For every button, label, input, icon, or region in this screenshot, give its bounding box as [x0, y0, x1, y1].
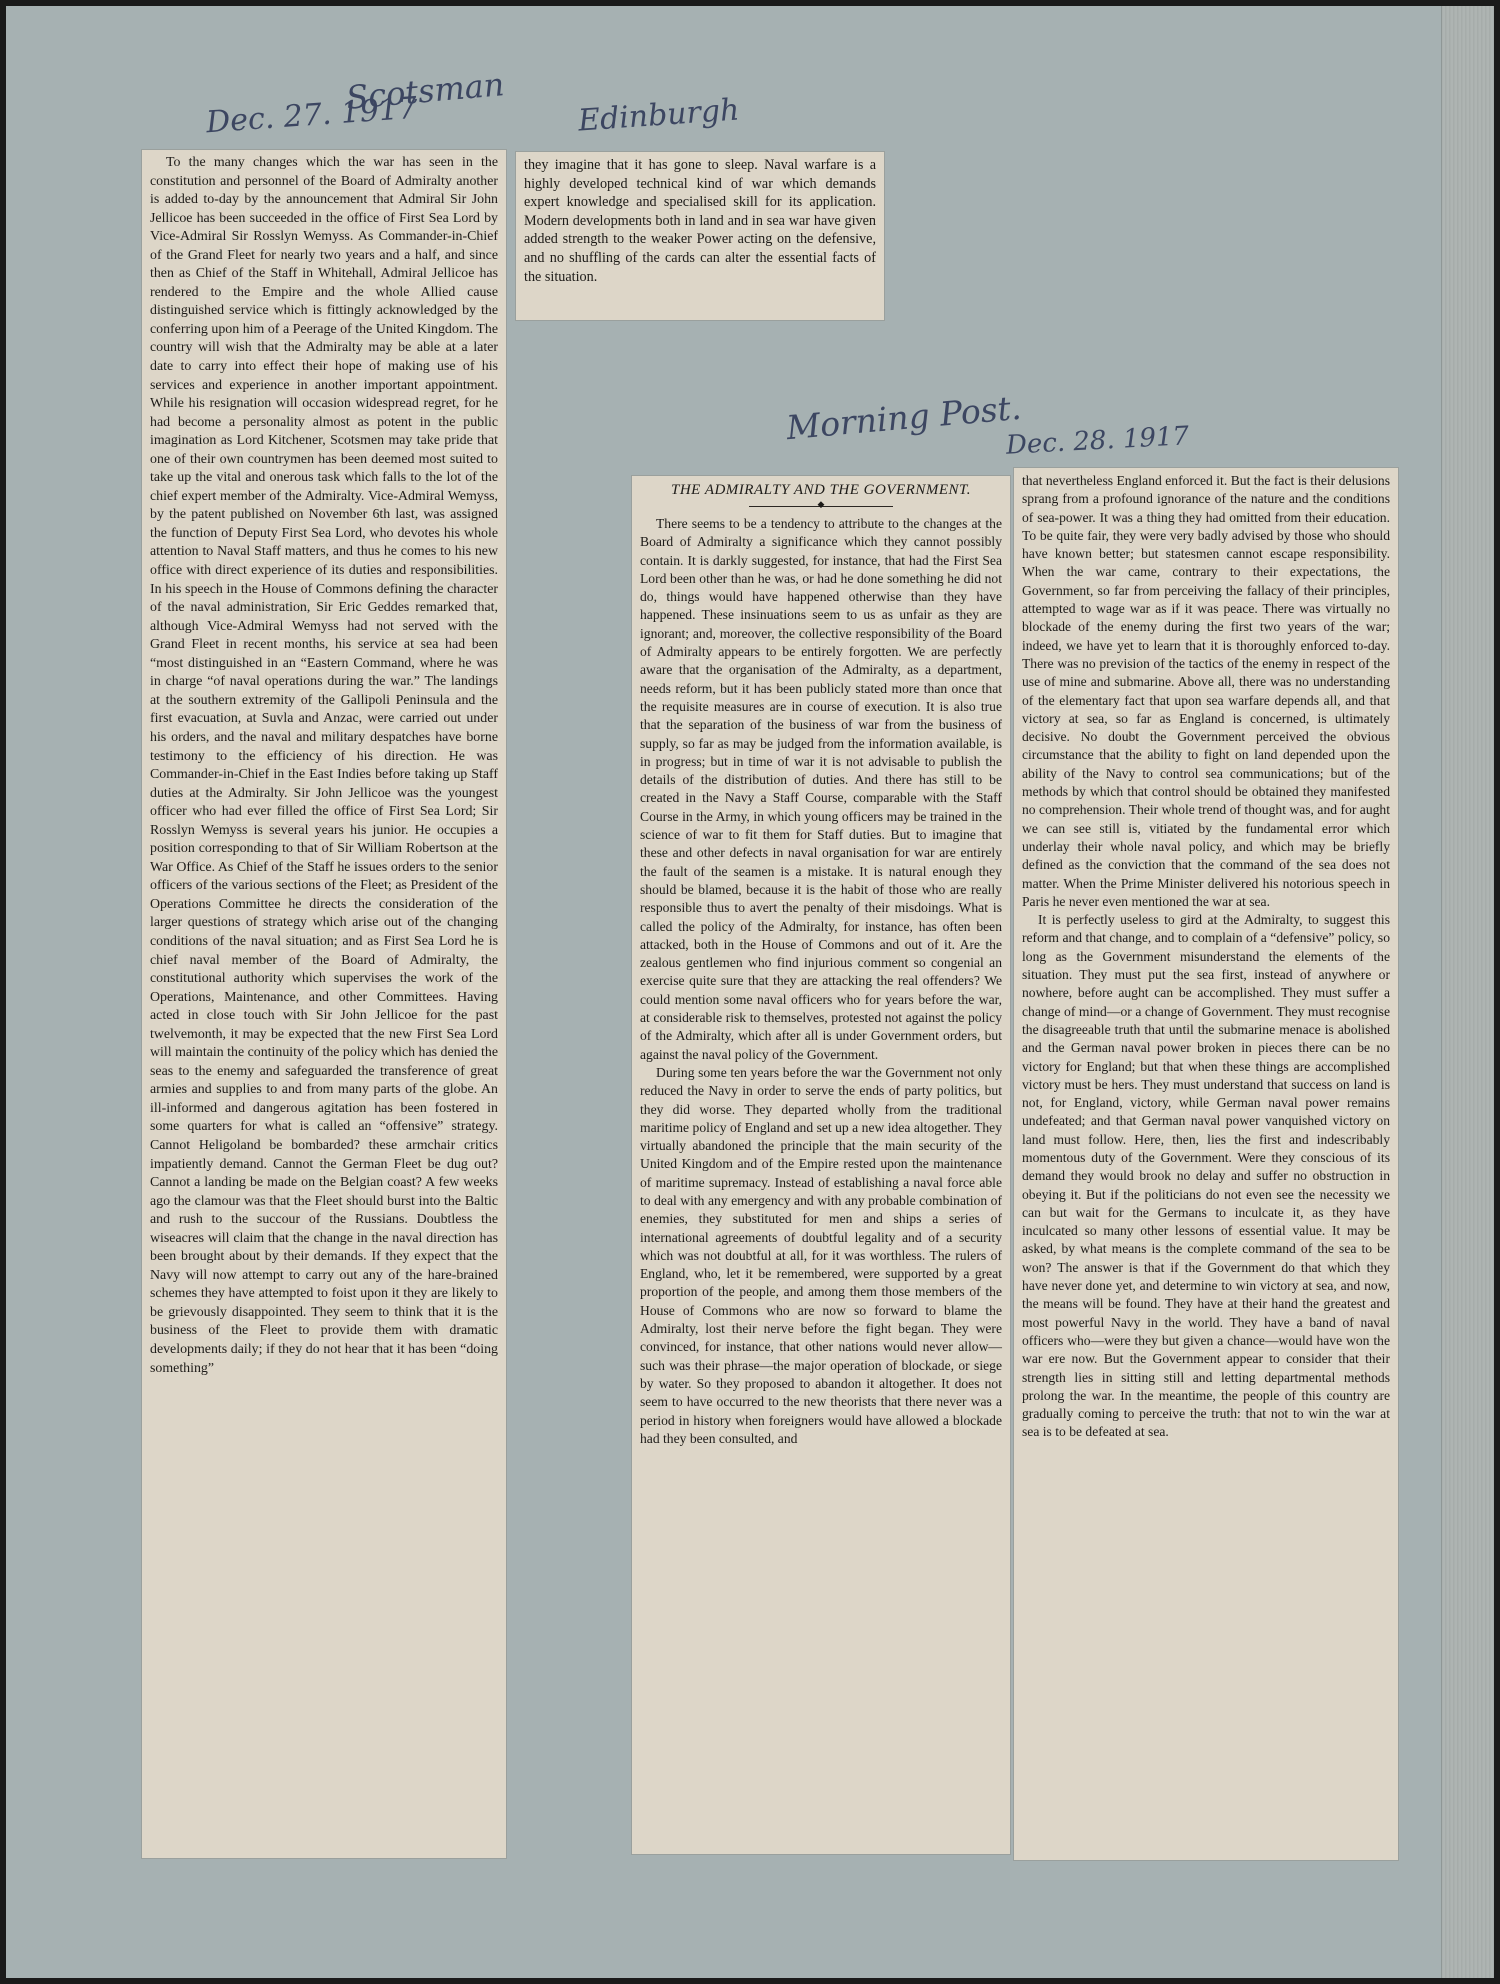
scrapbook-page	[6, 6, 1494, 1978]
book-binding-spine	[1441, 6, 1494, 1978]
morning-post-paragraph: During some ten years before the war the Government not only reduced the Navy in order to serve the ends of party politics, but they did worse. They departed wholly from the traditional maritime policy of England and set up a new idea altogether. They virtually abandoned the principle that the main security of the United Kingdom and of the Empire rested upon the maintenance of maritime supremacy. Instead of establishing a naval force able to deal with any emergency and with any probable combination of enemies, they substituted for men and ships a series of international agreements of doubtful legality and of a security which was not doubtful at all, for it was worthless. The rulers of England, who, let it be remembered, were supported by a great proportion of the people, and among them those members of the House of Commons who are now so forward to blame the Admiralty, lost their nerve before the fight began. They were convinced, for instance, that other nations would never allow—such was their phrase—the major operation of blockade, or siege by water. So they proposed to abandon it altogether. It does not seem to have occurred to the new theorists that there never was a period in history when foreigners would have allowed a blockade had they been consulted, and	[640, 1064, 1002, 1446]
scotsman-paragraph: they imagine that it has gone to sleep. Naval warfare is a highly developed technical kind of war which demands expert knowledge and specialised skill for its application. Modern developments both in land and in sea war have given added strength to the weaker Power acting on the defensive, and no shuffling of the cards can alter the essential facts of the situation.	[524, 157, 876, 285]
scotsman-title-annotation: Scotsman	[344, 65, 506, 117]
morning-post-paragraph: that nevertheless England enforced it. But the fact is their delusions sprang from a profound ignorance of the nature and the conditions of sea-power. It was a thing they had omitted from their education. To be quite fair, they were very badly advised by those who should have known better; but statesmen cannot escape responsibility. When the war came, contrary to their expectations, the Government, so far from perceiving the fallacy of their principles, attempted to wage war as if it was peace. There was virtually no blockade of the enemy during the first two years of the war; indeed, we have yet to learn that it is thoroughly enforced to-day. There was no prevision of the tactics of the enemy in respect of the use of mine and submarine. Above all, there was no understanding of the elementary fact that upon sea warfare depends all, and that victory at sea, so far as England is concerned, is ultimately decisive. No doubt the Government perceived the obvious circumstance that the ability to fight on land depended upon the ability of the Navy to control sea communications; but of the methods by which that control should be obtained they manifested no comprehension. Their whole trend of thought was, and for aught we can see still is, vitiated by the fundamental error which underlay their whole naval policy, and which may be briefly defined as the conviction that the command of the sea does not matter. When the Prime Minister delivered his notorious speech in Paris he never even mentioned the war at sea.	[1022, 473, 1390, 909]
scotsman-paragraph: To the many changes which the war has seen in the constitution and personnel of the Board of Admiralty another is added to-day by the announcement that Admiral Sir John Jellicoe has been succeeded in the office of First Sea Lord by Vice-Admiral Sir Rosslyn Wemyss. As Commander-in-Chief of the Grand Fleet for nearly two years and a half, and since then as Chief of the Staff in Whitehall, Admiral Jellicoe has rendered to the Empire and the whole Allied cause distinguished service which is fittingly acknowledged by the conferring upon him of a Peerage of the United Kingdom. The country will wish that the Admiralty may be able at a later date to carry into effect their hope of making use of his services and experience in another important appointment. While his resignation will occasion widespread regret, for he had become a personality almost as potent in the public imagination as Lord Kitchener, Scotsmen may take pride that one of their own countrymen has been deemed most suited to take up the vital and onerous task which falls to the lot of the chief expert member of the Admiralty. Vice-Admiral Wemyss, by the patent published on November 6th last, was assigned the function of Deputy First Sea Lord, who devotes his whole attention to Naval Staff matters, and thus he comes to his new office with direct experience of its duties and responsibilities. In his speech in the House of Commons defining the character of the naval administration, Sir Eric Geddes remarked that, although Vice-Admiral Wemyss had not served with the Grand Fleet in recent months, his service at sea had been “most distinguished in an “Eastern Command, where he was in charge “of naval operations during the war.” The landings at the southern extremity of the Gallipoli Peninsula and the first evacuation, at Suvla and Anzac, were carried out under his orders, and the naval and military despatches have borne testimony to the efficiency of his direction. He was Commander-in-Chief in the East Indies before taking up Staff duties at the Admiralty. Sir John Jellicoe was the youngest officer who had ever filled the office of First Sea Lord; Sir Rosslyn Wemyss is several years his junior. He occupies a position corresponding to that of Sir William Robertson at the War Office. As Chief of the Staff he issues orders to the senior officers of the various sections of the Fleet; as President of the Operations Committee he directs the consideration of the larger questions of strategy which arise out of the changing conditions of the naval situation; and as First Sea Lord he is chief naval member of the Board of Admiralty, the constitutional authority which supervises the work of the Operations, Maintenance, and other Committees. Having acted in close touch with Sir John Jellicoe for the past twelvemonth, it may be expected that the new First Sea Lord will maintain the continuity of the policy which has denied the seas to the enemy and safeguarded the transference of great armies and supplies to and from many parts of the globe. An ill-informed and dangerous agitation has been fostered in some quarters for what is called an “offensive” strategy. Cannot Heligoland be bombarded? these armchair critics impatiently demand. Cannot the German Fleet be dug out? Cannot a landing be made on the Belgian coast? A few weeks ago the clamour was that the Fleet should burst into the Baltic and rush to the succour of the Russians. Doubtless the wiseacres will claim that the change in the naval direction has been brought about by their demands. If they expect that the Navy will now attempt to carry out any of the hare-brained schemes they have attempted to foist upon it they are likely to be grievously disappointed. They seem to think that it is the business of the Fleet to provide them with dramatic developments daily; if they do not hear that it has been “doing something”	[150, 155, 498, 1376]
morning-post-clipping-column-1	[632, 476, 1010, 1854]
morning-post-clipping-column-2	[1014, 468, 1398, 1860]
scotsman-clipping-column-1	[142, 150, 506, 1858]
scotsman-clipping-column-2	[516, 152, 884, 320]
morning-post-paragraph: There seems to be a tendency to attribute to the changes at the Board of Admiralty a significance which they cannot possibly contain. It is darkly suggested, for instance, that had the First Sea Lord been other than he was, or had he done something he did not do, things would have happened otherwise than they have happened. These insinuations seem to us as unfair as they are ignorant; and, moreover, the collective responsibility of the Board of Admiralty appears to be entirely forgotten. We are perfectly aware that the organisation of the Admiralty, as a department, needs reform, but it has been publicly stated more than once that the requisite measures are in course of execution. It is also true that the separation of the business of war from the business of supply, so far as may be judged from the information available, is in progress; but in time of war it is not advisable to publish the details of the distribution of duties. And there has still to be created in the Navy a Staff Course, comparable with the Staff Course in the Army, in which young officers may be trained in the science of war to fit them for Staff duties. But to imagine that these and other defects in naval organisation for war are entirely the fault of the seamen is a mistake. It is natural enough they should be blamed, because it is the habit of those who are really responsible thus to avert the penalty of their misdoings. What is called the policy of the Admiralty, for instance, has often been attacked, both in the House of Commons and out of it. Are the zealous gentlemen who find injurious comment so congenial an exercise quite sure that they are attacking the real offenders? We could mention some naval officers who for years before the war, at considerable risk to themselves, protested not against the policy of the Admiralty, which after all is under Government orders, but against the naval policy of the Government.	[640, 516, 1002, 1062]
edinburgh-annotation: Edinburgh	[576, 92, 741, 139]
morning-post-title-annotation: Morning Post.	[784, 387, 1023, 448]
article-headline: THE ADMIRALTY AND THE GOVERNMENT.	[671, 482, 971, 498]
morning-post-paragraph: It is perfectly useless to gird at the Admiralty, to suggest this reform and that change, and to complain of a “defensive” policy, so long as the Government misunderstand the elements of the situation. They must put the sea first, instead of anywhere or nowhere, before aught can be accomplished. They must suffer a change of mind—or a change of Government. They must recognise the disagreeable truth that until the submarine menace is abolished and the German naval power broken in pieces there can be no victory for England; but that when these things are accomplished victory must be hers. They must understand that success on land is not, for England, victory, while German naval power remains undefeated; and that German naval power vanquished victory on land must follow. Here, then, lies the first and indescribably momentous duty of the Government. Were they conscious of its demand they would brook no delay and suffer no obstruction in obeying it. But if the politicians do not even see the necessity we can but wait for the Germans to inculcate it, as they have inculcated so many other lessons of essential value. It may be asked, by what means is the complete command of the sea to be won? The answer is that if the Government do that which they have never done yet, and determine to win victory at sea, and now, the means will be found. They have at their hand the greatest and most powerful Navy in the world. They have a band of naval officers who—were they but given a chance—would have won the war ere now. But the Government appear to consider that their strength lies in sitting still and letting departmental methods prolong the war. In the meantime, the people of this country are gradually coming to perceive the truth: that not to win the war at sea is to be defeated at sea.	[1022, 912, 1390, 1440]
morning-post-date-annotation: Dec. 28. 1917	[1005, 421, 1190, 461]
headline-divider	[640, 501, 1002, 511]
scotsman-date-annotation: Dec. 27. 1917	[205, 90, 419, 141]
